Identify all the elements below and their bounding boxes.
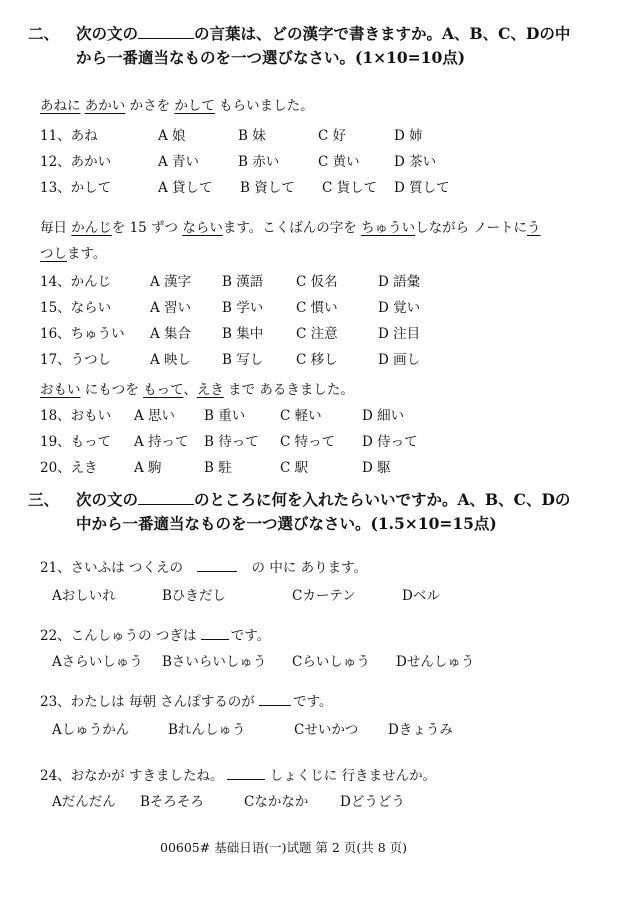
option-d: Dせんしゅう <box>396 654 475 670</box>
option-a: A 習い <box>150 300 192 316</box>
question-label: 16、ちゅうい <box>40 326 125 342</box>
underlined-word: もって <box>143 382 184 398</box>
question-stem <box>40 624 270 644</box>
option-d: D 細い <box>362 408 405 424</box>
option-a: Aしゅうかん <box>52 722 130 738</box>
option-a: Aさらいしゅう <box>52 654 143 670</box>
option-d: D 語彙 <box>378 274 421 290</box>
option-d: D 姉 <box>394 128 423 144</box>
question-label: 18、おもい <box>40 408 112 424</box>
option-c: Cなかなか <box>244 794 309 810</box>
sentence-text: ます。 <box>67 246 107 262</box>
stem-text: しょくじに 行きませんか。 <box>265 768 437 784</box>
section-3-heading-line1 <box>28 488 570 512</box>
stem-text: 23、わたしは 毎朝 さんぽするのが <box>40 694 260 710</box>
question-label: 20、えき <box>40 460 98 476</box>
option-b: Bひきだし <box>162 588 226 604</box>
question-label: 11、あね <box>40 128 98 144</box>
option-b: Bれんしゅう <box>168 722 246 738</box>
stem-text: 24、おなかが すきましたね。 <box>40 768 224 784</box>
option-c: C 仮名 <box>296 274 338 290</box>
option-c: Cらいしゅう <box>292 654 370 670</box>
option-d: Dきょうみ <box>388 722 453 738</box>
stem-text: 22、こんしゅうの つぎは <box>40 628 201 644</box>
option-b: B 妹 <box>238 128 266 144</box>
section-2-number: 二、 <box>28 24 60 43</box>
option-b: B 駐 <box>204 460 232 476</box>
sentence-text: かさを <box>125 98 175 114</box>
blank-line <box>197 557 237 572</box>
underlined-word: あねに <box>40 98 81 114</box>
option-d: D 注目 <box>378 326 421 342</box>
option-d: D 質して <box>394 180 450 196</box>
underlined-word: ならい <box>182 220 223 236</box>
option-a: Aだんだん <box>52 794 116 810</box>
option-b: B 集中 <box>222 326 264 342</box>
section-3-heading-line2: 中から一番適当なものを一つ選びなさい。(1.5×10=15点) <box>76 514 497 533</box>
section-3-text-b: のところに何を入れたらいいですか。A、B、C、Dの <box>194 490 571 509</box>
underlined-word: かして <box>174 98 215 114</box>
option-d: Dベル <box>402 588 440 604</box>
sentence-text: 、 <box>183 382 197 398</box>
option-c: C 軽い <box>280 408 322 424</box>
option-c: C 慣い <box>296 300 338 316</box>
option-c: C 移し <box>296 352 338 368</box>
question-label: 19、もって <box>40 434 112 450</box>
question-label: 17、うつし <box>40 352 112 368</box>
option-a: A 漢字 <box>150 274 192 290</box>
option-b: B 赤い <box>238 154 280 170</box>
option-c: C 好 <box>318 128 347 144</box>
group-2-sentence <box>40 216 540 236</box>
option-a: A 娘 <box>158 128 186 144</box>
option-d: D 駆 <box>362 460 391 476</box>
underlined-word: おもい <box>40 382 81 398</box>
option-b: B 待って <box>204 434 259 450</box>
section-2-text-b: の言葉は、どの漢字で書きますか。A、B、C、Dの中 <box>194 24 571 43</box>
sentence-text: もらいました。 <box>214 98 314 114</box>
section-3-number: 三、 <box>28 490 60 509</box>
option-d: D 画し <box>378 352 421 368</box>
underlined-word: つし <box>40 246 67 262</box>
sentence-text: にもつを <box>80 382 144 398</box>
option-c: C 貨して <box>322 180 378 196</box>
group-1-sentence <box>40 94 314 114</box>
option-a: A 思い <box>134 408 176 424</box>
stem-text: の 中に あります。 <box>247 560 368 576</box>
blank-line <box>201 625 229 640</box>
sentence-text: しながら ノートに <box>415 220 527 236</box>
option-a: A 青い <box>158 154 200 170</box>
stem-text: です。 <box>293 694 333 710</box>
question-label: 15、ならい <box>40 300 112 316</box>
question-label: 14、かんじ <box>40 274 112 290</box>
page-footer: 00605# 基础日语(一)试题 第 2 页(共 8 页) <box>160 840 407 855</box>
underlined-word: かんじ <box>71 220 112 236</box>
option-d: D 侍って <box>362 434 418 450</box>
option-c: C 駅 <box>280 460 309 476</box>
option-a: A 持って <box>134 434 189 450</box>
question-label: 12、あかい <box>40 154 112 170</box>
underlined-word: う <box>526 220 541 236</box>
underlined-word: あかい <box>84 98 126 114</box>
question-stem <box>40 764 436 784</box>
sentence-text: 毎日 <box>40 220 72 236</box>
section-3-text-a: 次の文の <box>76 490 139 509</box>
option-a: A 貸して <box>158 180 213 196</box>
option-b: Bそろそろ <box>140 794 204 810</box>
option-d: D 覚い <box>378 300 421 316</box>
option-c: C 黄い <box>318 154 360 170</box>
option-c: C 注意 <box>296 326 338 342</box>
group-2-sentence-line2 <box>40 242 106 262</box>
blank-line <box>138 490 194 505</box>
option-b: B 資して <box>240 180 295 196</box>
option-b: B 写し <box>222 352 264 368</box>
sentence-text: まで あるきました。 <box>223 382 354 398</box>
underlined-word: えき <box>196 382 224 398</box>
blank-line <box>138 24 194 39</box>
group-3-sentence <box>40 378 354 398</box>
option-a: A 集合 <box>150 326 192 342</box>
option-c: Cせいかつ <box>294 722 359 738</box>
option-b: B 学い <box>222 300 264 316</box>
option-a: Aおしいれ <box>52 588 116 604</box>
question-stem <box>40 556 367 576</box>
blank-line <box>259 691 291 706</box>
section-2-heading-line1 <box>28 22 570 46</box>
blank-line <box>227 765 265 780</box>
option-b: Bさいらいしゅう <box>162 654 267 670</box>
stem-text: です。 <box>230 628 271 644</box>
option-c: Cカーテン <box>292 588 356 604</box>
option-d: D 茶い <box>394 154 437 170</box>
sentence-text: ます。こくばんの字を <box>222 220 362 236</box>
question-stem <box>40 690 332 710</box>
stem-text: 21、さいふは つくえの <box>40 560 188 576</box>
option-d: Dどうどう <box>340 794 405 810</box>
option-b: B 重い <box>204 408 246 424</box>
section-2-heading-line2: から一番適当なものを一つ選びなさい。(1×10=10点) <box>76 48 466 67</box>
option-c: C 特って <box>280 434 336 450</box>
option-a: A 駒 <box>134 460 162 476</box>
underlined-word: ちゅうい <box>361 220 416 236</box>
option-b: B 漢語 <box>222 274 264 290</box>
sentence-text: を 15 ずつ <box>111 220 183 236</box>
question-label: 13、かして <box>40 180 112 196</box>
option-a: A 映し <box>150 352 192 368</box>
section-2-text-a: 次の文の <box>76 24 139 43</box>
